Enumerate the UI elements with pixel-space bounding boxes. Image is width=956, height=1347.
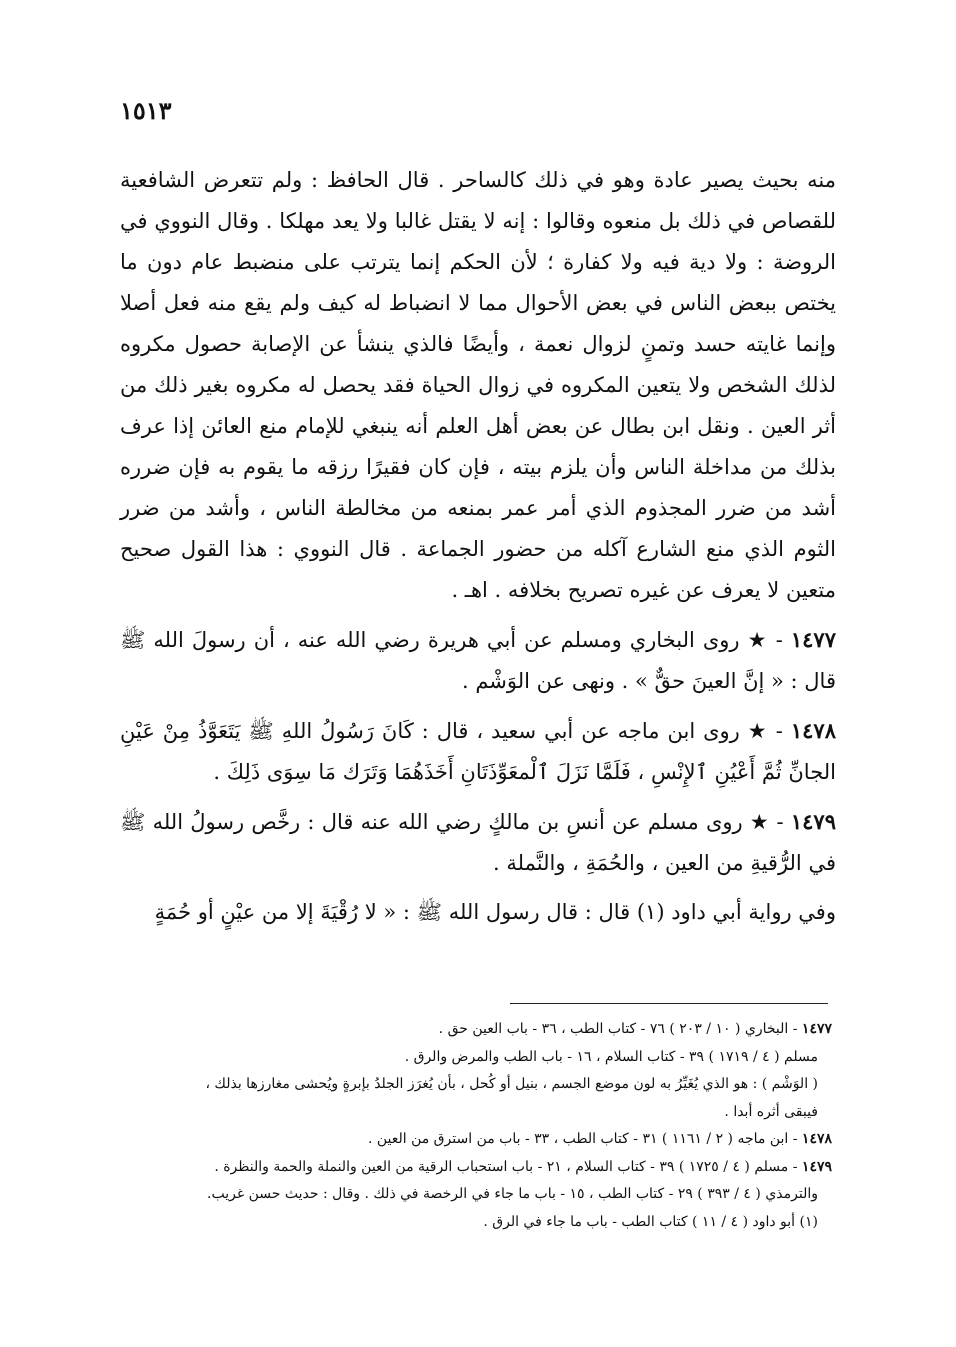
footnote-text: فيبقى أثره أبدا . xyxy=(724,1103,818,1120)
hadith-1478 xyxy=(120,710,836,793)
footnote-text: (١) أبو داود ( ٤ / ١١ ) كتاب الطب - باب ما جاء في الرق . xyxy=(483,1213,818,1230)
footnote-line xyxy=(112,1181,832,1209)
footnote-line xyxy=(112,1154,832,1182)
footnote-line xyxy=(112,1126,832,1154)
hadith-number: ١٤٧٧ xyxy=(790,627,836,652)
hadith-number: ١٤٧٨ xyxy=(790,718,836,743)
footnote-text: - مسلم ( ٤ / ١٧٢٥ ) ٣٩ - كتاب السلام ، ٢١ - باب استحباب الرقية من العين والنملة والحمة والنظرة . xyxy=(214,1158,798,1175)
commentary-paragraph: منه بحيث يصير عادة وهو في ذلك كالساحر . قال الحافظ : ولم تتعرض الشافعية للقصاص في ذلك بل منعوه وقالوا : إنه لا يقتل غالبا ولا يعد مهلكا . وقال النووي في الروضة : ولا دية فيه ولا كفارة ؛ لأن الحكم إنما يترتب على منضبط عام دون ما يختص ببعض الناس في بعض الأحوال مما لا انضباط له كيف ولم يقع منه فعل أصلا وإنما غايته حسد وتمنٍ لزوال نعمة ، وأيضًا فالذي ينشأ عن الإصابة حصول مكروه لذلك الشخص ولا يتعين المكروه في زوال الحياة فقد يحصل له مكروه بغير ذلك من أثر العين . ونقل ابن بطال عن بعض أهل العلم أنه ينبغي للإمام منع العائن إذا عرف بذلك من مداخلة الناس وأن يلزم بيته ، فإن كان فقيرًا رزقه ما يقوم به فإن ضرره أشد من ضرر المجذوم الذي أمر عمر بمنعه من مخالطة الناس ، وأشد من ضرر الثوم الذي منع الشارع آكله من حضور الجماعة . قال النووي : هذا القول صحيح متعين لا يعرف عن غيره تصريح بخلافه . اهـ . xyxy=(120,168,837,602)
footnote-number: ١٤٧٨ xyxy=(801,1131,832,1147)
footnotes xyxy=(112,1016,832,1236)
page-number: ١٥١٣ xyxy=(120,96,172,125)
footnote-text: ( الوَشْم ) : هو الذي يُغَيِّرُ به لون موضع الجسم ، بنيل أو كُحل ، بأن يُغرَز الجلدُ بإبرةٍ ويُحشى مغارزها بذلك ، xyxy=(205,1076,818,1092)
footnote-text: مسلم ( ٤ / ١٧١٩ ) ٣٩ - كتاب السلام ، ١٦ - باب الطب والمرض والرق . xyxy=(404,1048,818,1065)
hadith-text: - ★ روى ابن ماجه عن أبي سعيد ، قال : كَانَ رَسُولُ اللهِ ﷺ يَتَعَوَّذُ مِنْ عَيْنِ الجانِّ ثُمَّ أَعْيُنِ ٱلإِنْسِ ، فَلَمَّا نَزَلَ ٱلْمعَوِّذَتَانِ أَخَذَهُمَا وَتَرَك مَا سِوَى ذَلِكَ . xyxy=(120,719,836,784)
footnote-number: ١٤٧٧ xyxy=(801,1021,832,1037)
footnote-line xyxy=(112,1016,832,1044)
hadith-1477 xyxy=(120,619,836,702)
footnote-line xyxy=(112,1099,832,1127)
footnote-line xyxy=(112,1209,832,1237)
closing-paragraph: وفي رواية أبي داود (١) قال : قال رسول الله ﷺ : « لا رُقْيَةَ إلا من عيْنٍ أو حُمَةٍ xyxy=(154,900,836,924)
hadith-1479 xyxy=(120,801,836,884)
hadith-text: - ★ روى مسلم عن أنسِ بن مالكٍ رضي الله عنه قال : رخَّص رسولُ الله ﷺ في الرُّقيةِ من العين ، والحُمَةِ ، والنَّملة . xyxy=(120,810,836,875)
footnote-line xyxy=(112,1044,832,1072)
footnote-text: والترمذي ( ٤ / ٣٩٣ ) ٢٩ - كتاب الطب ، ١٥ - باب ما جاء في الرخصة في ذلك . وقال : حديث حسن غريب. xyxy=(207,1186,818,1202)
hadith-text: - ★ روى البخاري ومسلم عن أبي هريرة رضي الله عنه ، أن رسولَ الله ﷺ قال : « إنَّ العينَ حقٌّ » . ونهى عن الوَشْم . xyxy=(120,628,836,693)
footnote-text: - ابن ماجه ( ٢ / ١١٦١ ) ٣١ - كتاب الطب ، ٣٣ - باب من استرق من العين . xyxy=(367,1131,798,1147)
hadith-number: ١٤٧٩ xyxy=(790,809,836,834)
footnote-text: - البخاري ( ١٠ / ٢٠٣ ) ٧٦ - كتاب الطب ، ٣٦ - باب العين حق . xyxy=(438,1021,798,1037)
main-text xyxy=(120,160,836,933)
footnote-line xyxy=(112,1071,832,1099)
footnote-number: ١٤٧٩ xyxy=(801,1158,832,1175)
footnote-divider xyxy=(510,1003,828,1004)
